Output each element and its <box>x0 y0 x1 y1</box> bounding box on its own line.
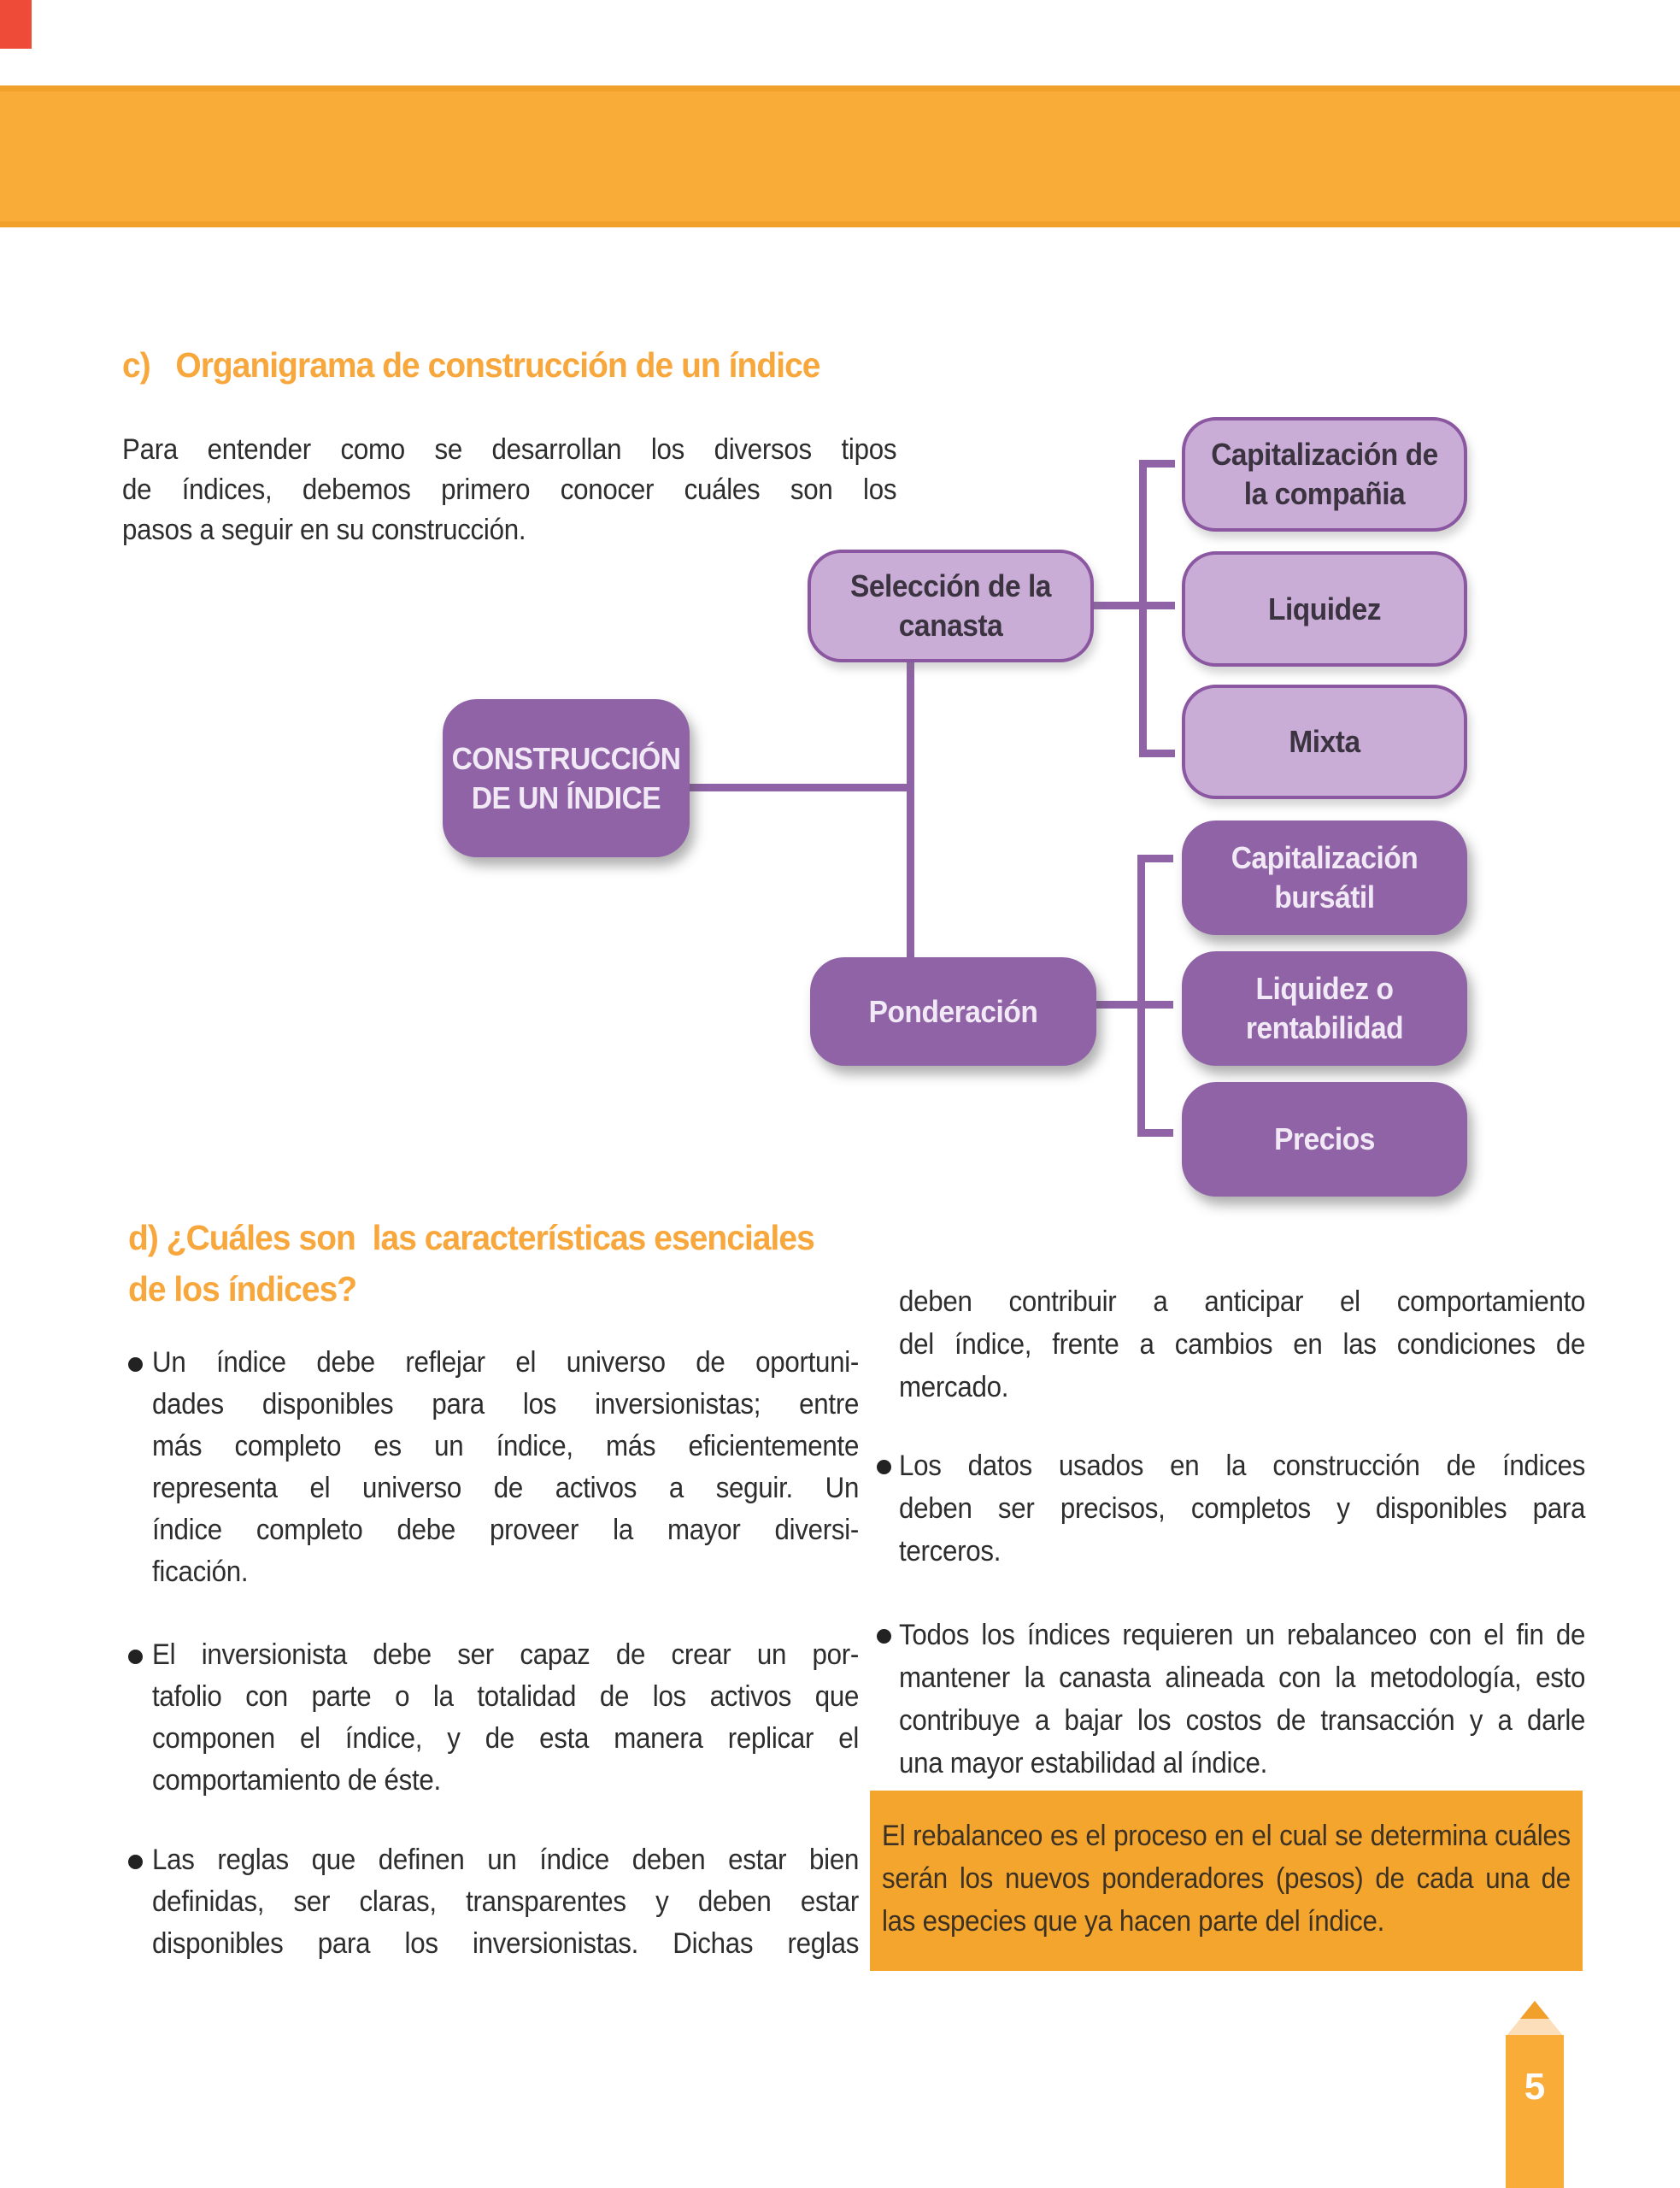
pencil-body <box>1506 2035 1564 2188</box>
connector-line <box>1139 750 1175 757</box>
flowchart-node-label: Capitalización de la compañia <box>1211 437 1438 511</box>
flowchart-node-construccion <box>443 699 690 857</box>
connector-line <box>1137 855 1173 862</box>
corner-tab <box>0 0 32 49</box>
page-number: 5 <box>1524 2066 1546 2108</box>
bullet-dot <box>128 1650 143 1664</box>
flowchart-node-seleccion-canasta <box>808 550 1094 662</box>
bullet-item-text: Los datos usados en la construcción de índices deben ser precisos, completos y disponibles para terceros. <box>899 1450 1586 1567</box>
flowchart-node-label: Capitalización bursátil <box>1231 840 1419 915</box>
flowchart-node-mixta <box>1182 685 1467 799</box>
flowchart-node-label: CONSTRUCCIÓN DE UN ÍNDICE <box>451 740 681 815</box>
top-band <box>0 85 1680 227</box>
section-c-heading: c) Organigrama de construcción de un índice <box>122 345 820 385</box>
bullet-dot <box>128 1357 143 1372</box>
connector-line <box>1094 602 1175 609</box>
flowchart-node-liquidez <box>1182 551 1467 667</box>
flowchart-node-capitalizacion-compania <box>1182 417 1467 532</box>
section-d-heading: d) ¿Cuáles son las características esenciales de los índices? <box>128 1218 814 1309</box>
connector-line <box>907 662 914 959</box>
connector-line <box>1096 1001 1173 1009</box>
callout-text: El rebalanceo es el proceso en el cual se determina cuáles serán los nuevos ponderadores (pesos) de cada una de las especies que ya hacen parte del índice. <box>882 1820 1571 1938</box>
flowchart-node-label: Ponderación <box>868 993 1038 1029</box>
connector-line <box>1139 460 1175 468</box>
bullet-item-text: El inversionista debe ser capaz de crear un por- tafolio con parte o la totalidad de los activos que componen el índice, y de esta manera replicar el comportamiento de éste. <box>152 1638 860 1797</box>
bullet-dot <box>128 1855 143 1869</box>
right-column-continuation: deben contribuir a anticipar el comportamiento del índice, frente a cambios en las condiciones de mercado. <box>899 1285 1586 1403</box>
flowchart-node-label: Precios <box>1274 1121 1375 1156</box>
connector-line <box>1137 1129 1173 1137</box>
pencil-icon <box>1500 1997 1573 2188</box>
flowchart-node-precios <box>1182 1082 1467 1197</box>
bullet-dot <box>877 1629 891 1644</box>
flowchart-node-capitalizacion-bursatil <box>1182 820 1467 935</box>
bullet-item-text: Todos los índices requieren un rebalanceo con el fin de mantener la canasta alineada con la metodología, esto contribuye a bajar los costos de transacción y a darle una mayor estabilidad al índice. <box>899 1619 1586 1779</box>
flowchart-node-liquidez-rentabilidad <box>1182 951 1467 1066</box>
flowchart-node-label: Mixta <box>1289 724 1360 759</box>
flowchart-node-label: Selección de la canasta <box>850 568 1051 643</box>
bullet-dot <box>877 1460 891 1474</box>
connector-line <box>1137 855 1145 1137</box>
pencil-tip-icon <box>1500 1997 1573 2038</box>
callout-box <box>870 1791 1583 1971</box>
intro-paragraph: Para entender como se desarrollan los diversos tipos de índices, debemos primero conocer cuáles son los pasos a seguir en su construcción. <box>122 433 897 546</box>
bullet-item-text: Las reglas que definen un índice deben estar bien definidas, ser claras, transparentes y deben estar disponibles para los inversionistas. Dichas reglas <box>152 1844 860 1960</box>
flowchart-node-label: Liquidez <box>1267 591 1382 626</box>
flowchart-node-label: Liquidez o rentabilidad <box>1245 971 1404 1045</box>
flowchart-node-ponderacion <box>810 957 1096 1066</box>
bullet-item-text: Un índice debe reflejar el universo de oportuni- dades disponibles para los inversionistas; entre más completo es un índice, más eficientemente representa el universo de activos a seguir. Un índice completo debe proveer la mayor diversi- ficación. <box>152 1346 860 1588</box>
connector-line <box>690 784 910 791</box>
